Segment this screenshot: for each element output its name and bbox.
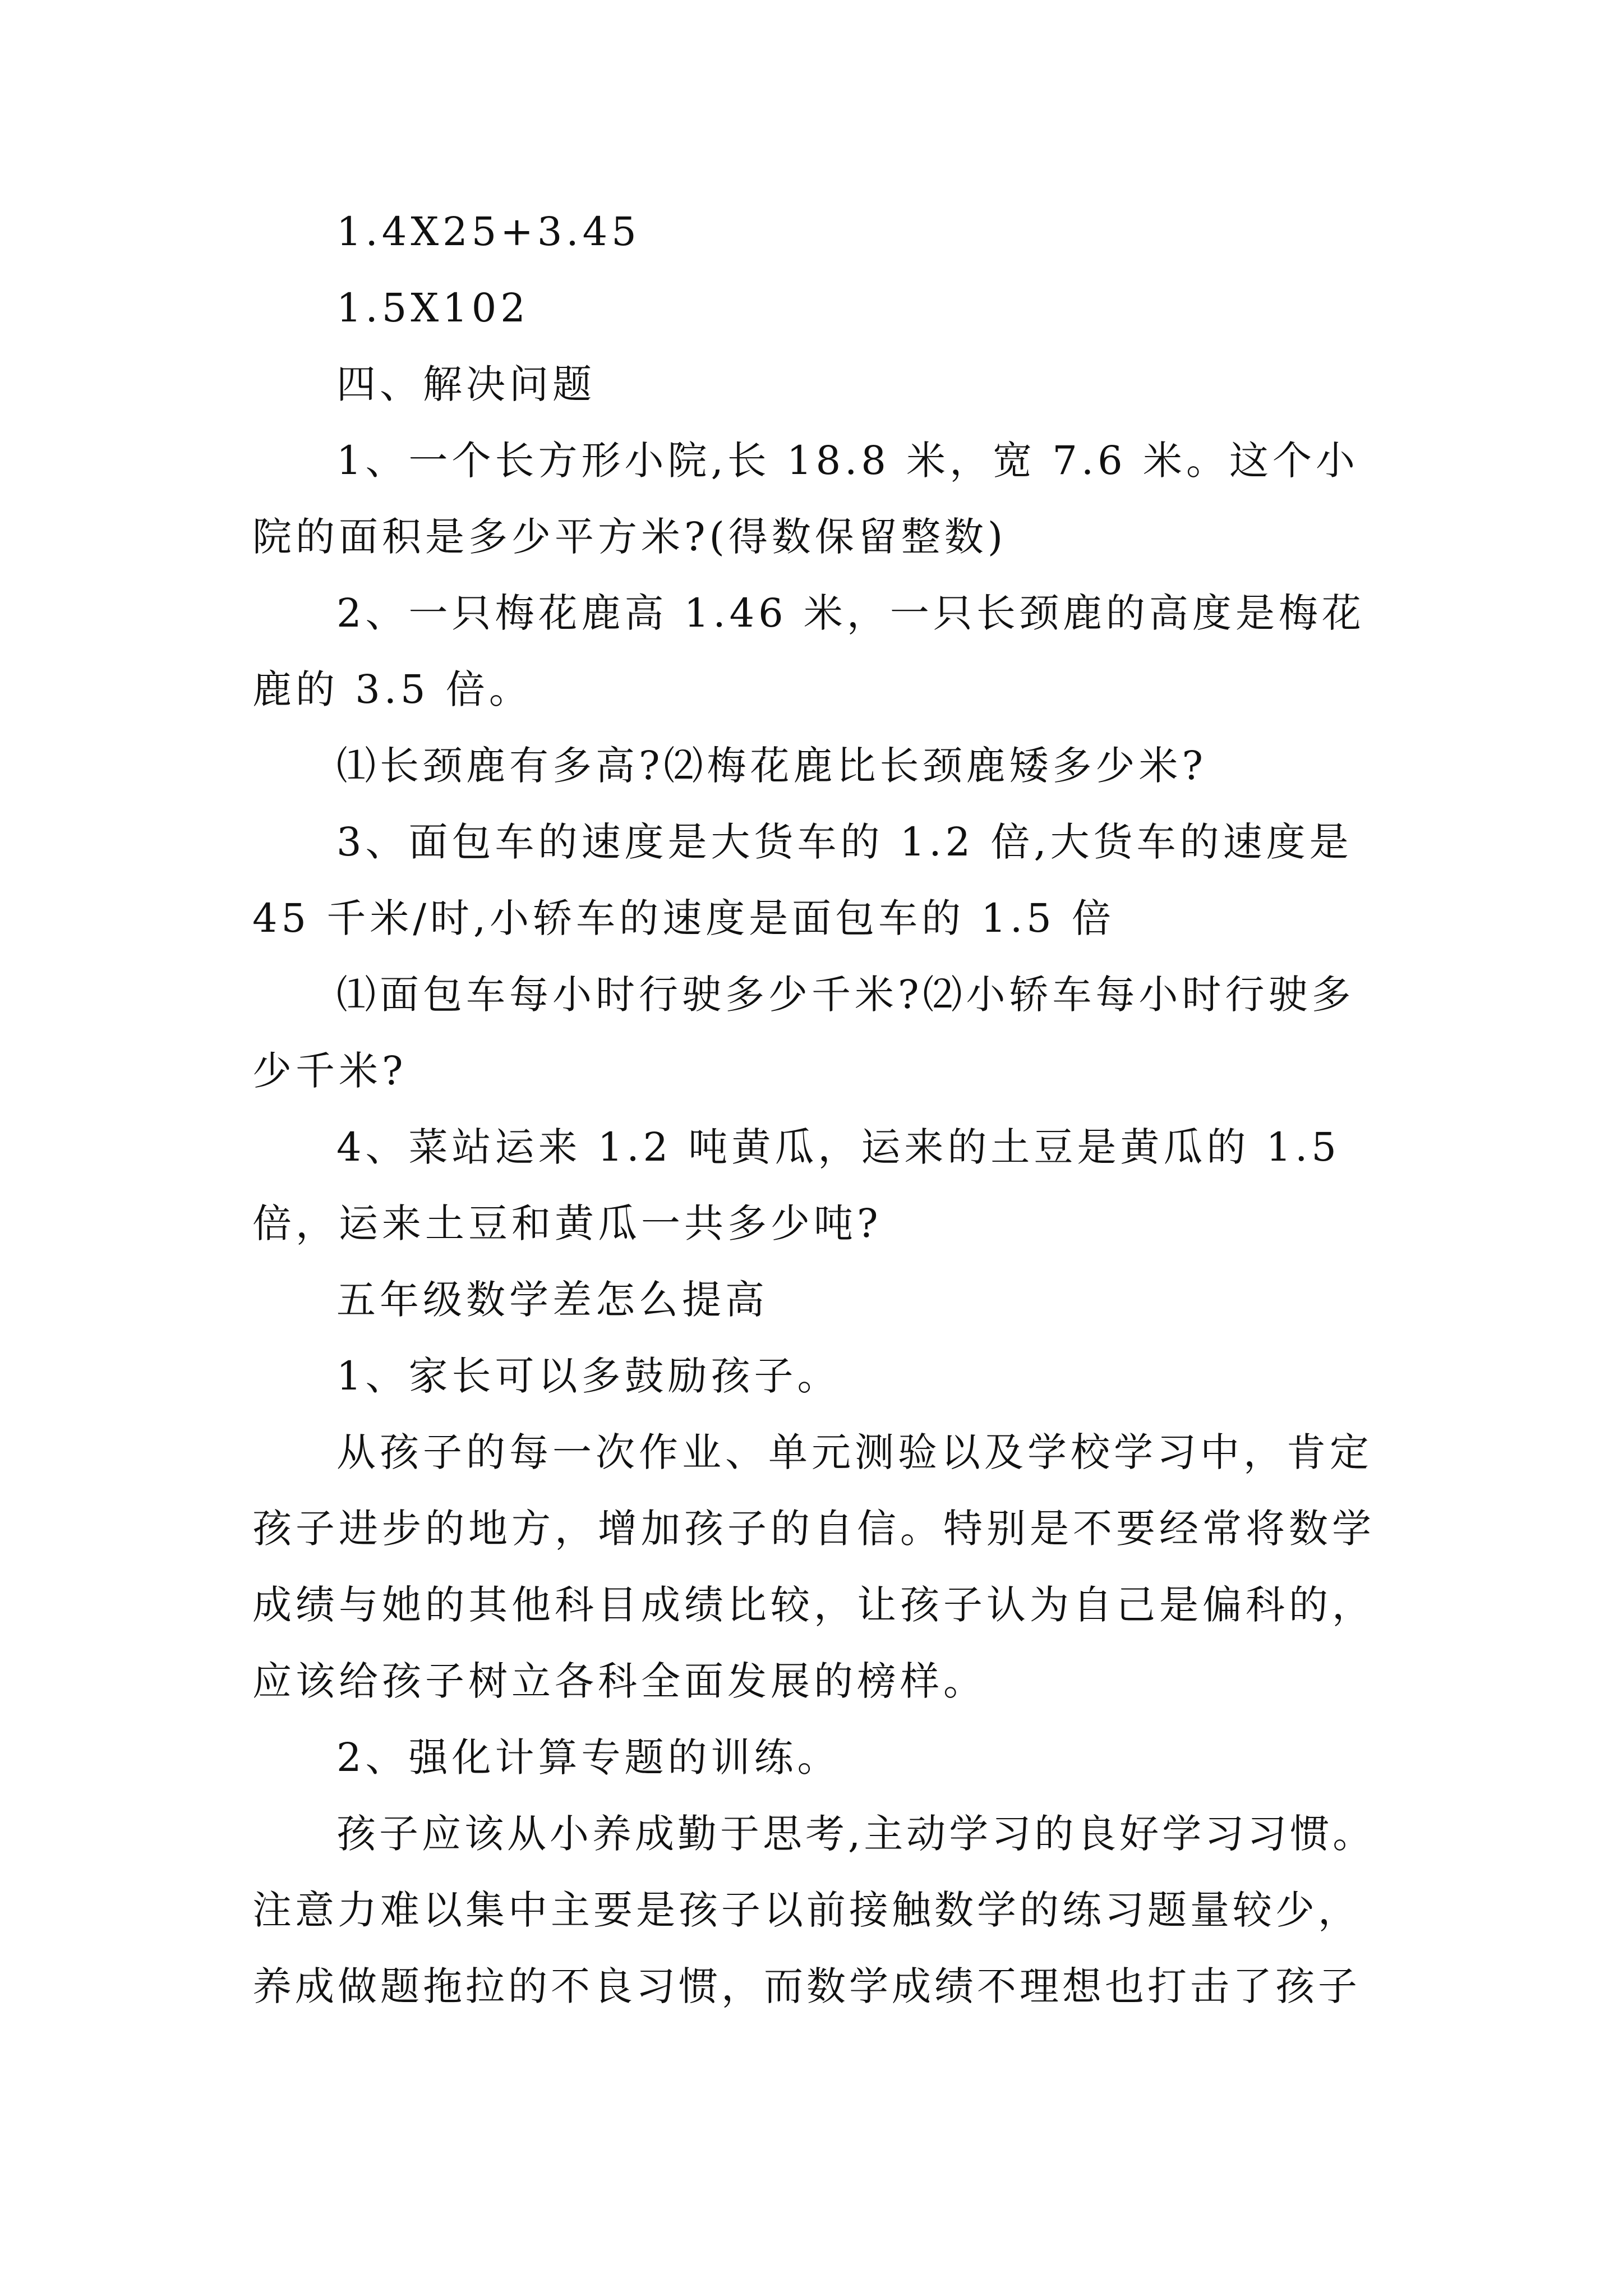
problem-2-questions: ⑴长颈鹿有多高?⑵梅花鹿比长颈鹿矮多少米?: [336, 743, 1207, 789]
problem-4: 4、菜站运来 1.2 吨黄瓜，运来的土豆是黄瓜的 1.5 倍，运来土豆和黄瓜一共多少吨?: [252, 1124, 1340, 1246]
tip-2-body: 孩子应该从小养成勤于思考,主动学习的良好学习习惯。注意力难以集中主要是孩子以前接触数学的练习题量较少，养成做题拖拉的不良习惯，而数学成绩不理想也打击了孩子: [252, 1811, 1376, 2009]
section-heading-improve-math: 五年级数学差怎么提高: [336, 1277, 768, 1323]
problem-1: 1、一个长方形小院,长 18.8 米，宽 7.6 米。这个小院的面积是多少平方米?(得数保留整数): [252, 438, 1359, 560]
tip-1-heading: 1、家长可以多鼓励孩子。: [336, 1353, 841, 1399]
problem-3-questions: ⑴面包车每小时行驶多少千米?⑵小轿车每小时行驶多少千米?: [252, 972, 1355, 1094]
problem-3: 3、面包车的速度是大货车的 1.2 倍,大货车的速度是 45 千米/时,小轿车的速度是面包车的 1.5 倍: [252, 819, 1353, 941]
tip-1-body: 从孩子的每一次作业、单元测验以及学校学习中，肯定孩子进步的地方，增加孩子的自信。特别是不要经常将数学成绩与她的其他科目成绩比较，让孩子认为自己是偏科的，应该给孩子树立各科全面发展的榜样。: [252, 1429, 1375, 1704]
document-body: [252, 194, 1380, 2024]
expression-line-1: 1.4X25+3.45: [336, 209, 640, 255]
section-heading-solve-problems: 四、解决问题: [336, 361, 596, 407]
problem-2: 2、一只梅花鹿高 1.46 米，一只长颈鹿的高度是梅花鹿的 3.5 倍。: [252, 590, 1365, 712]
tip-2-heading: 2、强化计算专题的训练。: [336, 1734, 841, 1780]
expression-line-2: 1.5X102: [336, 285, 529, 331]
